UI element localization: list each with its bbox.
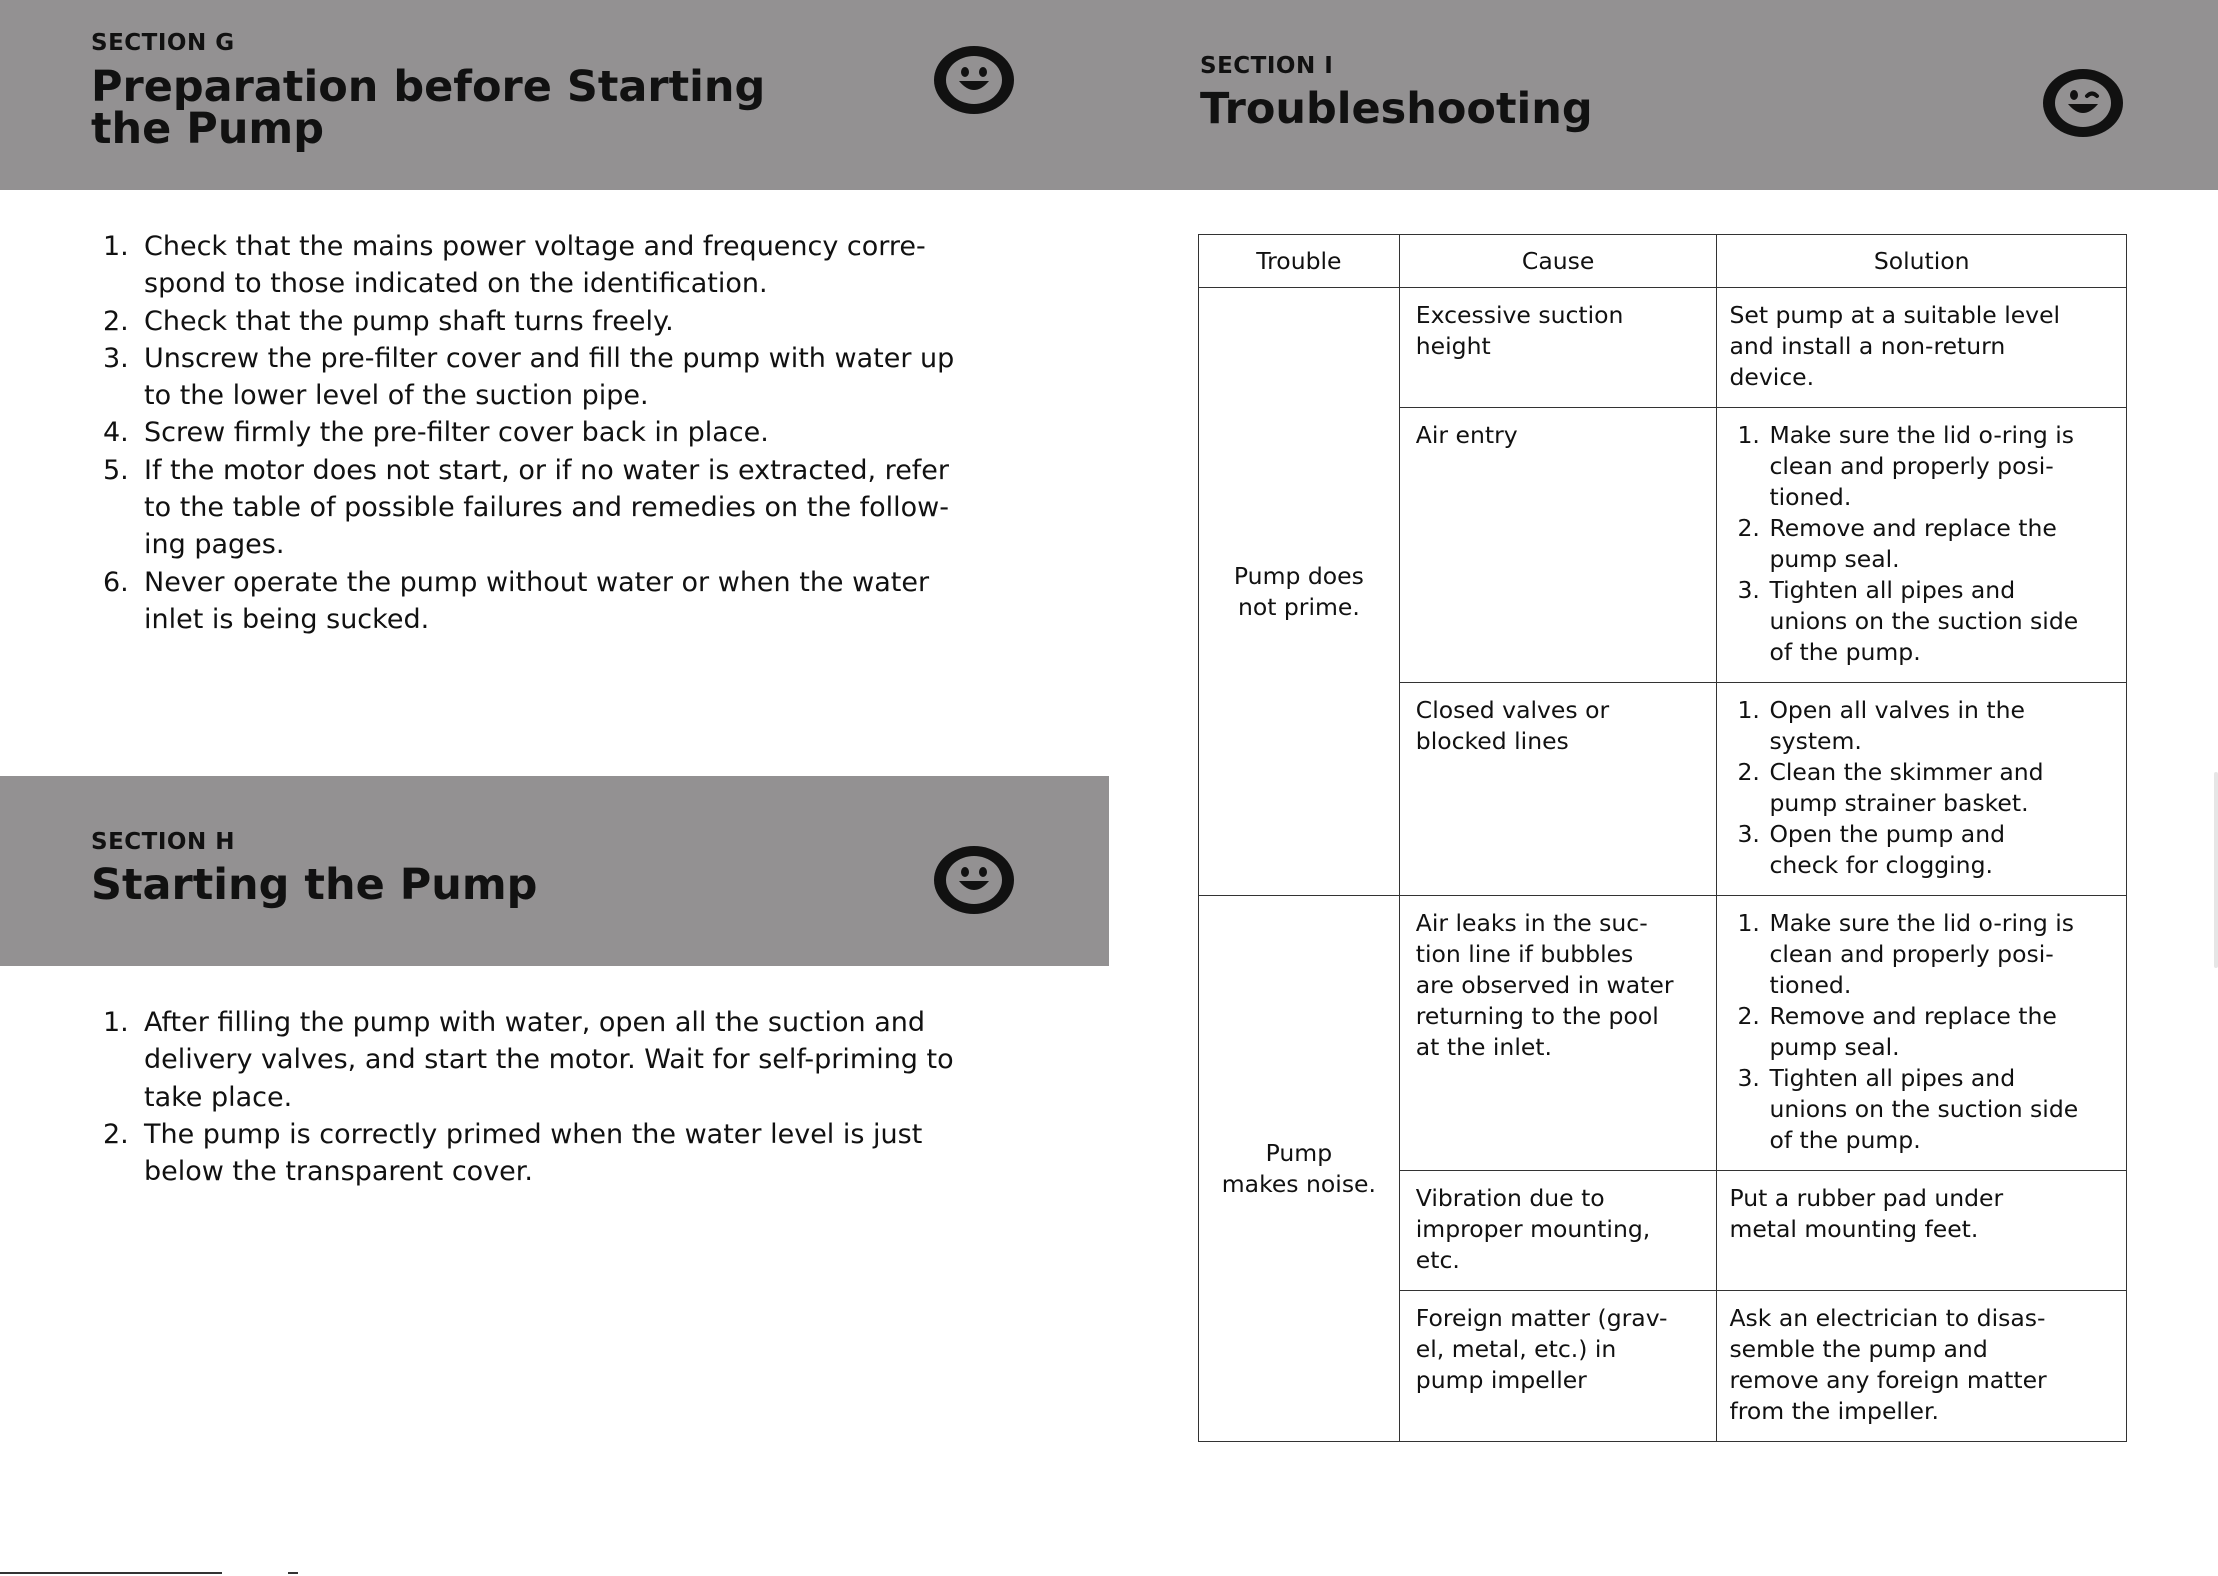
solution-cell: [1717, 1171, 2127, 1291]
page-edge-mark: [2214, 772, 2218, 968]
trouble-text-line: makes noise.: [1221, 1169, 1376, 1198]
step-text-line: delivery valves, and start the motor. Wait for self-priming to: [144, 1044, 954, 1076]
step-number: 1.: [103, 1007, 129, 1038]
trouble-text-line: Pump does: [1233, 561, 1364, 590]
solution-text-line: Set pump at a suitable level: [1729, 301, 2061, 329]
cause-cell: [1399, 1291, 1717, 1442]
step-text-line: pump seal.: [1769, 545, 1900, 573]
step-number: 6.: [103, 566, 129, 598]
troubleshooting-table-body: [1199, 288, 2127, 1442]
step-text-line: tioned.: [1769, 483, 1852, 511]
column-header-trouble: Trouble: [1199, 235, 1400, 288]
solution-steps: [1729, 908, 2118, 1156]
step-text-line: Tighten all pipes and: [1769, 576, 2016, 604]
solution-text-line: remove any foreign matter: [1729, 1366, 2047, 1394]
solution-text-line: metal mounting feet.: [1729, 1215, 1979, 1243]
step-number: 1.: [1737, 421, 1760, 449]
step-text-line: If the motor does not start, or if no water is extracted, refer: [144, 454, 950, 486]
list-item: [91, 1004, 1031, 1116]
cause-text-line: returning to the pool: [1415, 1002, 1659, 1030]
cause-cell: [1399, 408, 1717, 683]
column-header-solution: Solution: [1717, 235, 2127, 288]
list-item: [1729, 1063, 2118, 1156]
smiley-face-icon: [931, 843, 1017, 917]
step-text-line: of the pump.: [1769, 638, 1921, 666]
solution-cell: [1717, 683, 2127, 896]
step-text-line: Clean the skimmer and: [1769, 758, 2044, 786]
cause-text-line: improper mounting,: [1415, 1215, 1651, 1243]
solution-text-line: device.: [1729, 363, 1815, 391]
cause-cell: [1399, 1171, 1717, 1291]
solution-steps: [1729, 695, 2118, 881]
solution-text-line: Ask an electrician to disas-: [1729, 1304, 2046, 1332]
section-h-title: Starting the Pump: [91, 860, 538, 910]
step-text-line: Open all valves in the: [1769, 696, 2025, 724]
list-item: [1729, 908, 2118, 1001]
winking-face-icon: [2040, 66, 2126, 140]
cause-text-line: Air leaks in the suc-: [1415, 909, 1648, 937]
section-i-label: SECTION I: [1200, 53, 1334, 79]
step-text-line: pump strainer basket.: [1769, 789, 2029, 817]
step-number: 3.: [1737, 820, 1760, 848]
solution-text-line: semble the pump and: [1729, 1335, 1988, 1363]
step-number: 1.: [1737, 696, 1760, 724]
step-text-line: Never operate the pump without water or when the water: [144, 566, 930, 598]
trouble-text-line: not prime.: [1237, 592, 1360, 621]
cause-cell: [1399, 288, 1717, 408]
step-number: 1.: [1737, 909, 1760, 937]
step-text-line: Screw firmly the pre-filter cover back in place.: [144, 417, 769, 449]
step-text-line: pump seal.: [1769, 1033, 1900, 1061]
cause-cell: [1399, 683, 1717, 896]
step-text-line: system.: [1769, 727, 1862, 755]
list-item: [91, 414, 1031, 451]
column-header-cause: Cause: [1399, 235, 1717, 288]
step-text-line: Make sure the lid o-ring is: [1769, 421, 2075, 449]
table-row: [1199, 288, 2127, 408]
step-text-line: After filling the pump with water, open all the suction and: [144, 1007, 925, 1038]
list-item: [91, 340, 1031, 415]
step-text-line: unions on the suction side: [1769, 607, 2079, 635]
cause-text-line: are observed in water: [1415, 971, 1674, 999]
step-text-line: Unscrew the pre-filter cover and fill the pump with water up: [144, 342, 955, 374]
solution-text-line: from the impeller.: [1729, 1397, 1939, 1425]
step-text-line: Check that the mains power voltage and frequency corre-: [144, 231, 926, 262]
list-item: [91, 1116, 1031, 1191]
section-i-title: Troubleshooting: [1200, 84, 1593, 134]
step-number: 5.: [103, 454, 129, 486]
step-number: 2.: [1737, 758, 1760, 786]
step-text-line: below the transparent cover.: [144, 1156, 533, 1188]
smiley-face-icon: [931, 43, 1017, 117]
trouble-cell: [1199, 288, 1400, 896]
step-text-line: take place.: [144, 1081, 293, 1113]
step-text-line: Make sure the lid o-ring is: [1769, 909, 2075, 937]
solution-cell: [1717, 408, 2127, 683]
cause-text-line: height: [1415, 332, 1491, 360]
step-text-line: Remove and replace the: [1769, 1002, 2057, 1030]
step-text-line: Remove and replace the: [1769, 514, 2057, 542]
cause-text-line: at the inlet.: [1415, 1033, 1552, 1061]
step-number: 3.: [103, 342, 129, 374]
step-number: 2.: [103, 1118, 129, 1150]
step-text-line: Tighten all pipes and: [1769, 1064, 2016, 1092]
list-item: [1729, 1001, 2118, 1063]
step-number: 2.: [1737, 514, 1760, 542]
list-item: [1729, 513, 2118, 575]
solution-cell: [1717, 288, 2127, 408]
solution-steps: [1729, 420, 2118, 668]
section-g-title-line: Preparation before Starting: [91, 62, 766, 112]
solution-text-line: Put a rubber pad under: [1729, 1184, 2004, 1212]
list-item: [91, 564, 1031, 639]
list-item: [1729, 420, 2118, 513]
cause-cell: [1399, 896, 1717, 1171]
footer-tick: [288, 1572, 298, 1574]
solution-cell: [1717, 896, 2127, 1171]
step-text-line: unions on the suction side: [1769, 1095, 2079, 1123]
step-text-line: of the pump.: [1769, 1126, 1921, 1154]
step-number: 1.: [103, 231, 129, 262]
step-text-line: ing pages.: [144, 529, 285, 561]
table-row: [1199, 896, 2127, 1171]
cause-text-line: Air entry: [1415, 421, 1518, 449]
list-item: [1729, 695, 2118, 757]
trouble-text-line: Pump: [1265, 1138, 1333, 1167]
step-text-line: The pump is correctly primed when the water level is just: [144, 1118, 923, 1150]
step-text-line: tioned.: [1769, 971, 1852, 999]
list-item: [91, 228, 1031, 303]
cause-text-line: blocked lines: [1415, 727, 1569, 755]
step-number: 2.: [1737, 1002, 1760, 1030]
section-g-steps: [91, 228, 1031, 638]
step-number: 4.: [103, 417, 129, 449]
list-item: [91, 452, 1031, 564]
cause-text-line: el, metal, etc.) in: [1415, 1335, 1617, 1363]
section-g-title-line: the Pump: [91, 104, 325, 154]
cause-text-line: Foreign matter (grav-: [1415, 1304, 1668, 1332]
cause-text-line: pump impeller: [1415, 1366, 1587, 1394]
section-h-steps: [91, 1004, 1031, 1190]
list-item: [91, 303, 1031, 340]
cause-text-line: Closed valves or: [1415, 696, 1610, 724]
step-number: 3.: [1737, 576, 1760, 604]
step-text-line: spond to those indicated on the identification.: [144, 268, 768, 300]
cause-text-line: Vibration due to: [1415, 1184, 1605, 1212]
step-text-line: to the lower level of the suction pipe.: [144, 380, 649, 412]
step-text-line: Check that the pump shaft turns freely.: [144, 305, 674, 337]
cause-text-line: etc.: [1415, 1246, 1460, 1274]
solution-text-line: and install a non-return: [1729, 332, 2006, 360]
troubleshooting-table: [1198, 234, 2127, 1442]
trouble-cell: [1199, 896, 1400, 1442]
section-g-label: SECTION G: [91, 30, 235, 56]
step-number: 2.: [103, 305, 129, 337]
step-text-line: to the table of possible failures and remedies on the follow-: [144, 492, 950, 524]
step-text-line: clean and properly posi-: [1769, 452, 2054, 480]
cause-text-line: tion line if bubbles: [1415, 940, 1634, 968]
cause-text-line: Excessive suction: [1415, 301, 1624, 329]
step-text-line: inlet is being sucked.: [144, 603, 430, 635]
list-item: [1729, 757, 2118, 819]
step-text-line: Open the pump and: [1769, 820, 2006, 848]
list-item: [1729, 575, 2118, 668]
step-number: 3.: [1737, 1064, 1760, 1092]
list-item: [1729, 819, 2118, 881]
table-header-row: [1199, 235, 2127, 288]
section-g-title: [91, 62, 766, 154]
step-text-line: clean and properly posi-: [1769, 940, 2054, 968]
step-text-line: check for clogging.: [1769, 851, 1993, 879]
section-h-label: SECTION H: [91, 829, 235, 855]
solution-cell: [1717, 1291, 2127, 1442]
footer-rule: [0, 1572, 222, 1574]
